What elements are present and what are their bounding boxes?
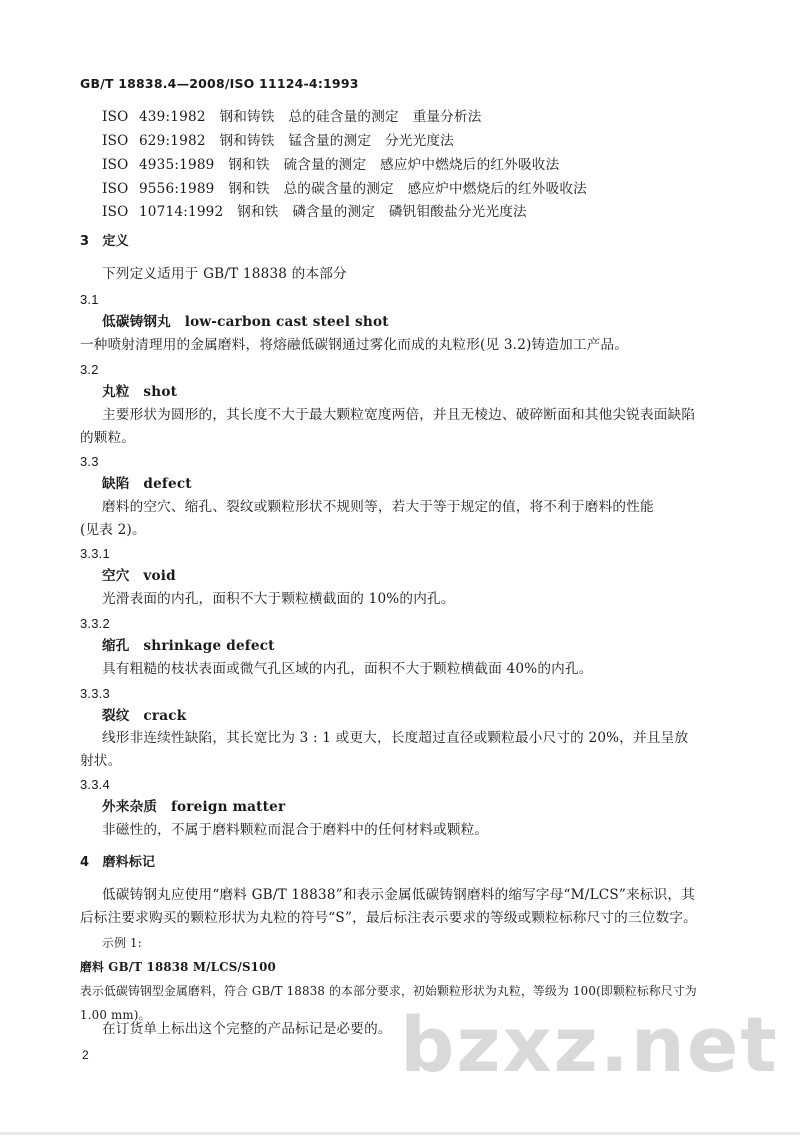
reference-iso-10714: ISO 10714:1992 钢和铁 磷含量的测定 磷钒钼酸盐分光光度法 <box>102 204 527 220</box>
reference-iso-9556: ISO 9556:1989 钢和铁 总的碳含量的测定 感应炉中燃烧后的红外吸收法 <box>102 181 587 197</box>
term-defect: 缺陷 defect <box>102 476 192 492</box>
term-void: 空穴 void <box>102 568 176 584</box>
standard-header: GB/T 18838.4—2008/ISO 11124-4:1993 <box>80 76 359 91</box>
clause-number-3-2: 3.2 <box>80 362 99 377</box>
reference-iso-4935: ISO 4935:1989 钢和铁 硫含量的测定 感应炉中燃烧后的红外吸收法 <box>102 157 560 173</box>
page-bottom-border <box>0 1132 800 1135</box>
definition-3-1: 一种喷射清理用的金属磨料，将熔融低碳钢通过雾化而成的丸粒形(见 3.2)铸造加工产品。 <box>80 337 629 353</box>
example-description-line-2: 1.00 mm)。 <box>80 1008 151 1022</box>
term-low-carbon-cast-steel-shot: 低碳铸钢丸 low-carbon cast steel shot <box>102 314 389 330</box>
clause-number-3-3-3: 3.3.3 <box>80 686 110 701</box>
definition-3-3-line-2: (见表 2)。 <box>80 522 146 538</box>
example-description-line-1: 表示低碳铸钢型金属磨料，符合 GB/T 18838 的本部分要求，初始颗粒形状为丸粒，等级为 100(即颗粒标称尺寸为 <box>80 984 697 998</box>
definition-3-3-4: 非磁性的，不属于磨料颗粒而混合于磨料中的任何材料或颗粒。 <box>102 822 489 838</box>
section-3-title: 3 定义 <box>80 234 129 249</box>
term-shot: 丸粒 shot <box>102 384 178 400</box>
definition-3-2-line-1: 主要形状为圆形的，其长度不大于最大颗粒宽度两倍，并且无棱边、破碎断面和其他尖锐表面缺陷 <box>102 407 696 423</box>
term-foreign-matter: 外来杂质 foreign matter <box>102 799 286 815</box>
reference-iso-629: ISO 629:1982 钢和铸铁 锰含量的测定 分光光度法 <box>102 133 454 149</box>
example-label: 示例 1: <box>102 936 142 950</box>
term-shrinkage-defect: 缩孔 shrinkage defect <box>102 638 275 654</box>
example-code: 磨料 GB/T 18838 M/LCS/S100 <box>80 960 276 974</box>
clause-number-3-3-1: 3.3.1 <box>80 546 110 561</box>
section-4-title: 4 磨料标记 <box>80 855 156 870</box>
reference-iso-439: ISO 439:1982 钢和铸铁 总的硅含量的测定 重量分析法 <box>102 109 482 125</box>
watermark-logo: bzxz.net <box>400 1000 779 1089</box>
clause-number-3-1: 3.1 <box>80 292 99 307</box>
clause-number-3-3-4: 3.3.4 <box>80 777 110 792</box>
definition-3-3-3-line-2: 射状。 <box>80 753 122 769</box>
section-4-paragraph-line-2: 后标注要求购买的颗粒形状为丸粒的符号“S”，最后标注表示要求的等级或颗粒标称尺寸的三位数字。 <box>80 910 697 926</box>
section-4-paragraph-line-1: 低碳铸钢丸应使用“磨料 GB/T 18838”和表示金属低碳铸钢磨料的缩写字母“M/LCS”来标识，其 <box>102 887 696 903</box>
page-number: 2 <box>82 1048 89 1062</box>
term-crack: 裂纹 crack <box>102 708 187 724</box>
definition-3-3-1: 光滑表面的内孔，面积不大于颗粒横截面的 10%的内孔。 <box>102 591 455 607</box>
closing-sentence: 在订货单上标出这个完整的产品标记是必要的。 <box>102 1021 392 1037</box>
definition-3-3-line-1: 磨料的空穴、缩孔、裂纹或颗粒形状不规则等，若大于等于规定的值，将不利于磨料的性能 <box>102 499 654 515</box>
definition-3-2-line-2: 的颗粒。 <box>80 430 136 446</box>
section-3-intro: 下列定义适用于 GB/T 18838 的本部分 <box>102 266 347 282</box>
definition-3-3-3-line-1: 线形非连续性缺陷，其长宽比为 3 : 1 或更大，长度超过直径或颗粒最小尺寸的 20%，并且呈放 <box>102 730 689 746</box>
clause-number-3-3: 3.3 <box>80 454 99 469</box>
definition-3-3-2: 具有粗糙的枝状表面或微气孔区域的内孔，面积不大于颗粒横截面 40%的内孔。 <box>102 661 593 677</box>
clause-number-3-3-2: 3.3.2 <box>80 616 110 631</box>
